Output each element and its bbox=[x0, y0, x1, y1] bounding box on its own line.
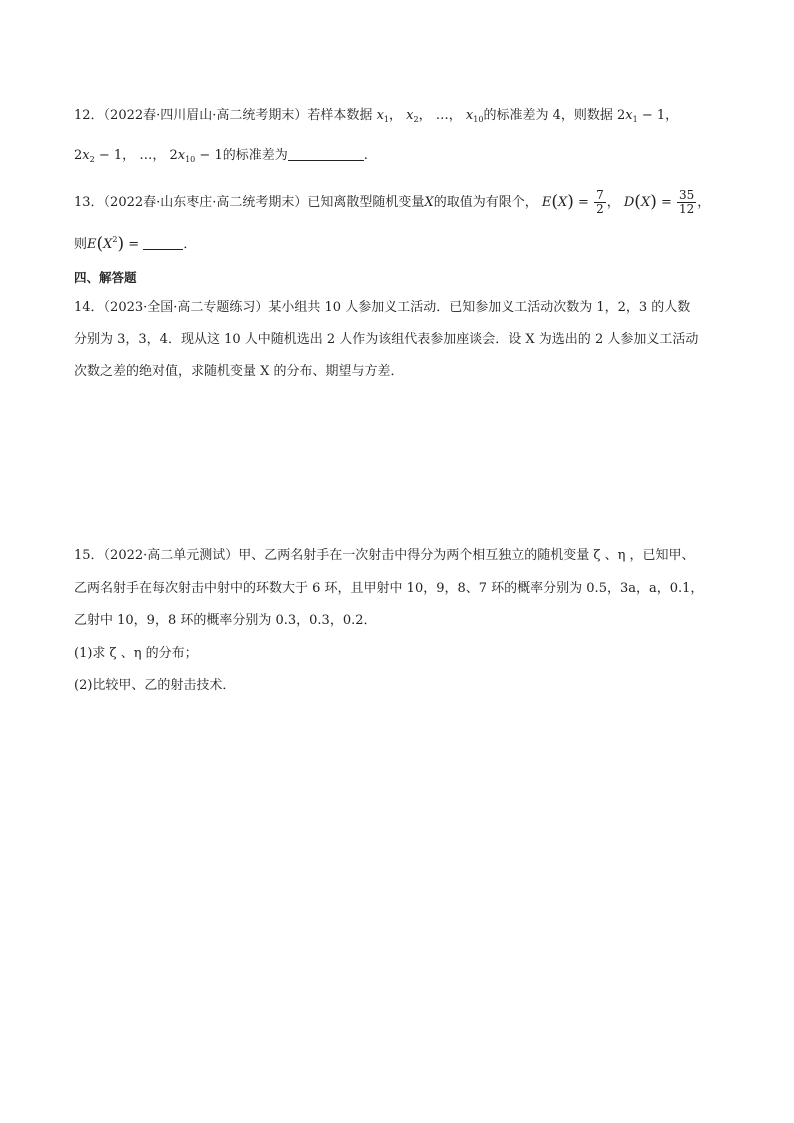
q13-source: （2022春·山东枣庄·高二统考期末） bbox=[103, 195, 308, 210]
q12-line-2: $2x_2 - 1$， …， $2x_{10} - 1$的标准差为 . bbox=[74, 148, 368, 164]
q12-line-1: 12．（2022春·四川眉山·高二统考期末）若样本数据 $x_1$， $x_2$， …， $x_{10}$的标准差为 4，则数据 $2x_1 - 1$， bbox=[74, 108, 679, 124]
q15-part-1: (1)求 ζ 、η 的分布； bbox=[74, 646, 198, 661]
q14-line-1: 14．（2023·全国·高二专题练习）某小组共 10 人参加义工活动．已知参加义工活动次数为 1，2，3 的人数 bbox=[74, 300, 691, 315]
q12-answer-blank[interactable] bbox=[288, 146, 364, 161]
q13-answer-blank[interactable] bbox=[143, 235, 183, 250]
q14-line-3: 次数之差的绝对值，求随机变量 X 的分布、期望与方差． bbox=[74, 364, 404, 379]
q15-line-3: 乙射中 10，9，8 环的概率分别为 0.3，0.3，0.2． bbox=[74, 613, 377, 628]
q15-part-2: (2)比较甲、乙的射击技术． bbox=[74, 678, 236, 693]
q13-d-fraction: $\frac{35}{12}$ bbox=[679, 188, 695, 216]
q13-line-2: 则$E(X^2)$ = ． bbox=[74, 234, 197, 254]
section-heading: 四、解答题 bbox=[74, 270, 137, 285]
q12-source: （2022春·四川眉山·高二统考期末） bbox=[103, 108, 308, 123]
q15-line-1: 15．（2022·高二单元测试）甲、乙两名射手在一次射击中得分为两个相互独立的随机变量 ζ 、η ，已知甲、 bbox=[74, 548, 695, 563]
q13-number: 13． bbox=[74, 195, 104, 210]
q15-line-2: 乙两名射手在每次射击中射中的环数大于 6 环，且甲射中 10，9，8、7 环的概率分别为 0.5，3a，a，0.1， bbox=[74, 581, 704, 596]
q14-line-2: 分别为 3，3，4．现从这 10 人中随机选出 2 人作为该组代表参加座谈会．设 X 为选出的 2 人参加义工活动 bbox=[74, 332, 699, 347]
q12-number: 12． bbox=[74, 108, 104, 123]
q13-e-fraction: $\frac{7}{2}$ bbox=[596, 188, 604, 216]
q13-line-1: 13．（2022春·山东枣庄·高二统考期末）已知离散型随机变量X的取值为有限个， E(X) = $\frac{7}{2}$ ， D(X) = $\frac{35}{12}$ ， bbox=[74, 188, 711, 216]
